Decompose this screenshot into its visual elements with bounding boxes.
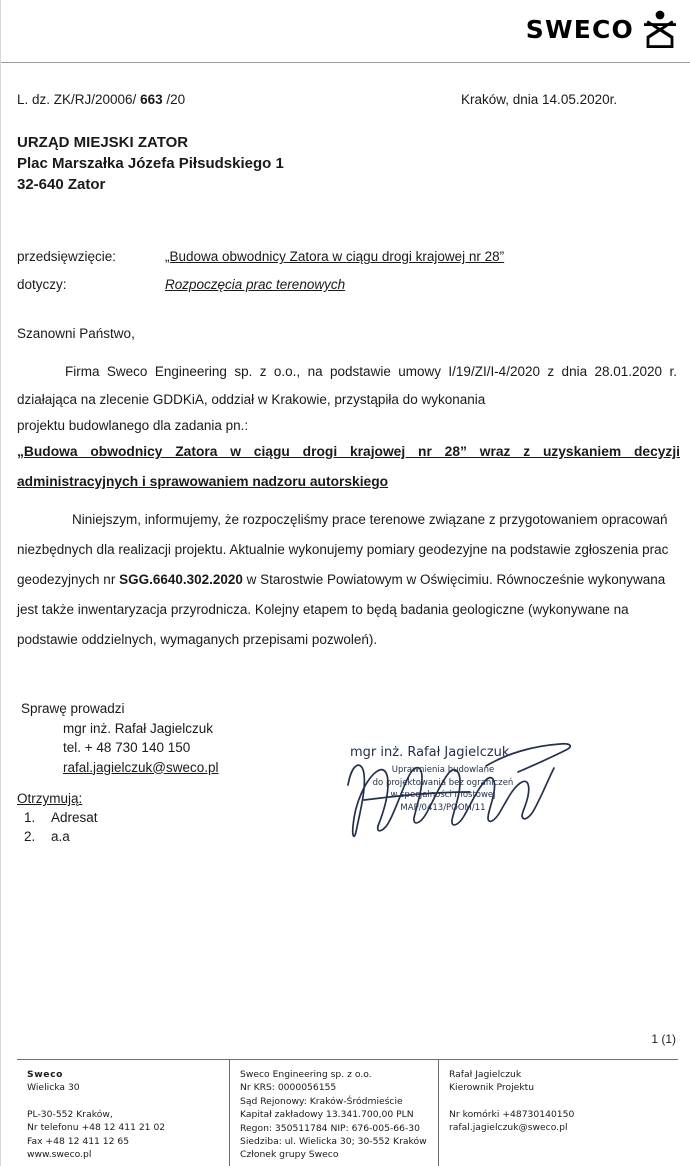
footer-col2-line: Regon: 350511784 NIP: 676-005-66-30	[240, 1122, 420, 1134]
receivers-block	[17, 789, 98, 846]
footer-col2-line: Siedziba: ul. Wielicka 30; 30-552 Kraków	[240, 1136, 427, 1148]
footer-col2-line: Kapitał zakładowy 13.341.700,00 PLN	[240, 1109, 414, 1121]
footer-column-office	[17, 1060, 229, 1166]
footer-col1-line: Nr telefonu +48 12 411 21 02	[27, 1122, 166, 1134]
project-label: przedsięwzięcie:	[17, 249, 117, 264]
footer-column-contact	[438, 1060, 678, 1166]
subject-row-project	[17, 243, 504, 271]
body-paragraph-1: Firma Sweco Engineering sp. z o.o., na podstawie umowy I/19/ZI/I-4/2020 z dnia 28.01.2020 r. działająca na zlecenie GDDKiA, oddział w Krakowie, przystąpiła do wykonania	[17, 364, 677, 407]
footer-street: Wielicka 30	[27, 1082, 80, 1094]
footer-company-name: Sweco	[27, 1069, 64, 1080]
recipient-line-3: 32-640 Zator	[17, 176, 106, 193]
footer-col1-line: Fax +48 12 411 12 65	[27, 1135, 130, 1147]
footer-col2-line: Sąd Rejonowy: Kraków-Śródmieście	[240, 1095, 403, 1107]
receivers-list	[17, 808, 98, 846]
case-handler-block	[21, 699, 219, 777]
reference-suffix: /20	[166, 92, 186, 107]
project-value: „Budowa obwodnicy Zatora w ciągu drogi krajowej nr 28”	[165, 249, 505, 264]
footer-contact-name: Rafał Jagielczuk	[449, 1069, 522, 1080]
footer-contact-role: Kierownik Projektu	[449, 1082, 535, 1094]
footer-col2-line: Sweco Engineering sp. z o.o.	[240, 1069, 372, 1080]
stamp-line-2: do projektowania bez ograniczeń	[372, 777, 514, 788]
task-title-text: „Budowa obwodnicy Zatora w ciągu drogi krajowej nr 28” wraz z uzyskaniem decyzji administracyjnych i sprawowaniem nadzoru autorskiego	[17, 444, 680, 489]
page-number: 1 (1)	[651, 1032, 676, 1046]
matter-value: Rozpoczęcia prac terenowych	[165, 277, 346, 292]
footer-col1-line: PL-30-552 Kraków,	[27, 1108, 113, 1120]
footer-column-legal	[229, 1060, 438, 1166]
footer-contact-email[interactable]: rafal.jagielczuk@sweco.pl	[449, 1122, 568, 1134]
footer-spacer	[27, 1095, 229, 1108]
paragraph-2-part-2: w Starostwie Powiatowym w Oświęcimiu. Równocześnie wykonywana jest także inwentaryzacja przyrodnicza. Kolejny etapem to będą badania geologiczne (wykonywane na podstawie oddzielnych, wymaganych przepisami pozwoleń).	[17, 572, 666, 647]
footer-spacer	[449, 1095, 678, 1108]
matter-label: dotyczy:	[17, 277, 67, 292]
sweco-figure-mark-icon	[644, 10, 676, 48]
case-handler-intro: Sprawę prowadzi	[21, 701, 125, 716]
task-title	[17, 437, 680, 497]
reference-line	[17, 92, 185, 107]
sweco-wordmark: SWECO	[525, 14, 634, 44]
recipient-line-1: URZĄD MIEJSKI ZATOR	[17, 134, 189, 151]
footer-contact-mobile: Nr komórki +48730140150	[449, 1108, 575, 1120]
stamp-name: mgr inż. Rafał Jagielczuk	[350, 745, 510, 760]
recipient-line-2: Plac Marszałka Józefa Piłsudskiego 1	[17, 155, 284, 172]
footer	[17, 1060, 678, 1166]
receivers-heading: Otrzymują:	[17, 791, 83, 806]
signature-stamp-block	[336, 740, 601, 840]
list-item: 1. Adresat	[39, 808, 98, 827]
case-handler-email[interactable]: rafal.jagielczuk@sweco.pl	[63, 759, 219, 775]
footer-col2-line: Nr KRS: 0000056155	[240, 1082, 337, 1094]
footer-website[interactable]: www.sweco.pl	[27, 1149, 92, 1161]
handwritten-signature-icon	[336, 740, 601, 840]
subject-block	[17, 243, 504, 299]
recipient-address	[17, 132, 284, 195]
header-divider	[1, 62, 690, 63]
case-handler-name: mgr inż. Rafał Jagielczuk	[63, 720, 214, 736]
footer-col2-line: Członek grupy Sweco	[240, 1149, 339, 1161]
reference-prefix: L. dz. ZK/RJ/20006/	[17, 92, 137, 107]
salutation: Szanowni Państwo,	[17, 326, 135, 341]
survey-registration-number: SGG.6640.302.2020	[119, 572, 243, 587]
stamp-line-4: MAP/0413/POOM/11	[400, 802, 486, 813]
body-paragraph-2	[17, 505, 677, 655]
body-paragraph-1-tail: projektu budowlanego dla zadania pn.:	[17, 418, 249, 433]
case-handler-phone: tel. + 48 730 140 150	[63, 740, 191, 755]
paragraph-2-part-1: Niniejszym, informujemy, że rozpoczęliśmy prace terenowe związane z przygotowaniem opracowań niezbędnych dla realizacji projektu. Aktualnie wykonujemy pomiary geodezyjne na podstawie zgłoszenia prac geodezyjnych nr	[17, 512, 669, 587]
place-date: Kraków, dnia 14.05.2020r.	[461, 92, 618, 107]
sweco-logo	[526, 10, 676, 48]
stamp-line-1: Uprawnienia budowlane	[391, 765, 495, 775]
stamp-line-3: w specjalności mostowej	[390, 790, 496, 800]
reference-number: 663	[140, 92, 163, 107]
list-item: 2. a.a	[39, 827, 98, 846]
subject-row-matter	[17, 271, 504, 299]
